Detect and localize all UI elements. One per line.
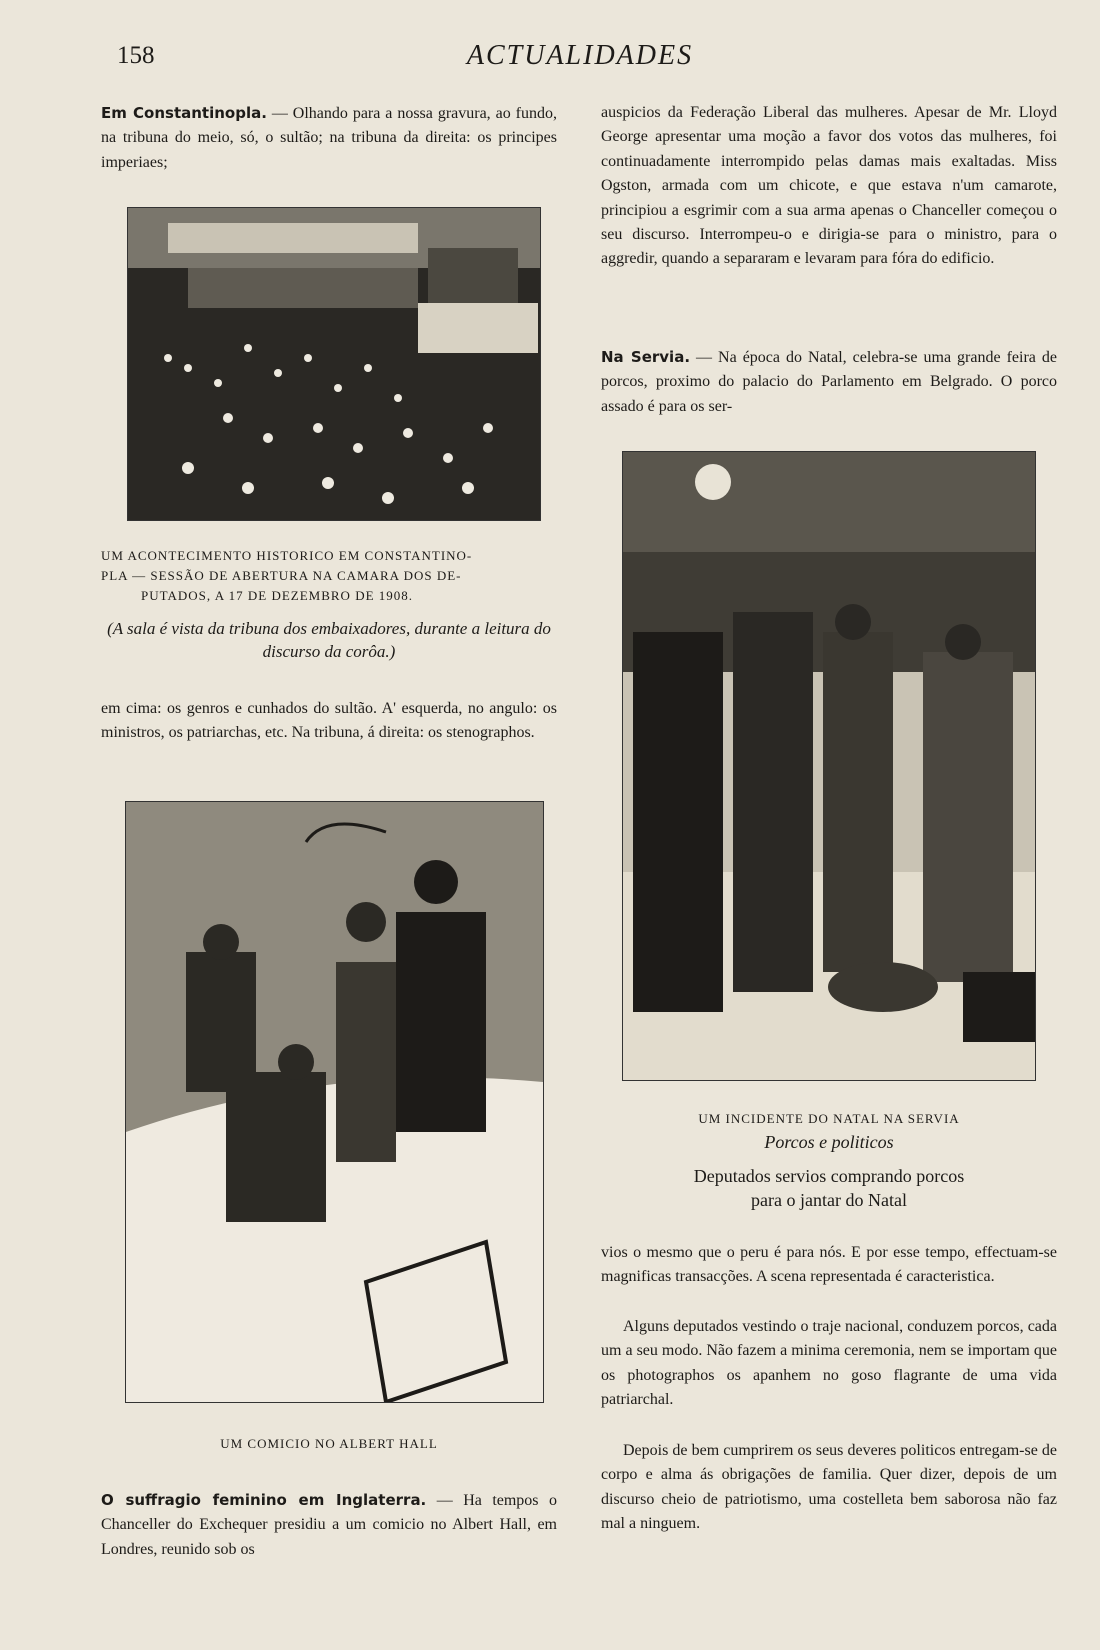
paragraph-lead: Em Constantinopla. [101,104,267,122]
page-number: 158 [117,42,155,69]
description-line: para o jantar do Natal [751,1190,907,1210]
paragraph-text: — Olhando para a nossa gravura, ao fundo, na tribuna do meio, só, o sultão; na tribuna da direita: os principes imperiaes; [101,105,557,171]
page-title: ACTUALIDADES [466,40,694,71]
figure-servia-pigs [622,451,1036,1081]
paragraph-constantinopla-continued: em cima: os genros e cunhados do sultão. A' esquerda, no angulo: os ministros, os patriarchas, etc. Na tribuna, á direita: os stenographos. [101,700,557,742]
caption-line: PUTADOS, A 17 DE DEZEMBRO DE 1908. [141,588,414,603]
paragraph-text: — Ha tempos o Chanceller do Exchequer presidiu a um comicio no Albert Hall, em Londres, reunido sob os [101,1492,557,1558]
paragraph-lead: O suffragio feminino em Inglaterra. [101,1491,427,1509]
figure-albert-hall [125,801,544,1403]
figure-servia-description [601,1164,1057,1212]
figure-parliament-session [127,207,541,521]
figure-servia-caption: UM INCIDENTE DO NATAL NA SERVIA [698,1111,960,1126]
paragraph-lead: Na Servia. [601,348,691,366]
paragraph-constantinopla [101,101,557,175]
paragraph-suffragio-continued: auspicios da Federação Liberal das mulheres. Apesar de Mr. Lloyd George apresentar uma moção a favor dos votos das mulheres, foi continuadamente interrompido pelas damas mais exaltadas. Miss Ogston, armada com um chicote, e que estava n'um camarote, principiou a esgrimir com a sua arma apenas o Chanceller começou o seu discurso. Interrompeu-o e dirigia-se para o ministro, para o aggredir, quando a separaram e levaram para fóra do edificio. [601,104,1057,268]
caption-line: UM ACONTECIMENTO HISTORICO EM CONSTANTINO- [101,548,473,563]
paragraph-servia [601,345,1057,419]
paragraph-servia-continued: vios o mesmo que o peru é para nós. E por esse tempo, effectuam-se magnificas transacções. A scena representada é caracteristica. [601,1244,1057,1286]
caption-line: PLA — SESSÃO DE ABERTURA NA CAMARA DOS DE- [101,568,462,583]
figure-parliament-caption [101,546,557,606]
paragraph-suffragio [101,1488,557,1562]
description-line: Deputados servios comprando porcos [693,1166,965,1186]
figure-albert-hall-caption: UM COMICIO NO ALBERT HALL [220,1436,438,1451]
paragraph-deveres: Depois de bem cumprirem os seus deveres politicos entregam-se de corpo e alma ás obrigações de familia. Quer dizer, depois de um discurso cheio de patriotismo, uma costelleta bem saborosa não faz mal a ninguem. [601,1442,1057,1533]
figure-servia-subtitle: Porcos e politicos [764,1132,894,1152]
paragraph-text: — Na época do Natal, celebra-se uma grande feira de porcos, proximo do palacio do Parlamento em Belgrado. O porco assado é para os ser- [601,349,1058,415]
paragraph-deputados: Alguns deputados vestindo o traje nacional, conduzem porcos, cada um a seu modo. Não fazem a minima ceremonia, nem se importam que os photographos os apanhem no goso flagrante de uma vida patriarchal. [601,1318,1057,1409]
figure-parliament-note: (A sala é vista da tribuna dos embaixadores, durante a leitura do discurso da corôa.) [107,619,551,661]
